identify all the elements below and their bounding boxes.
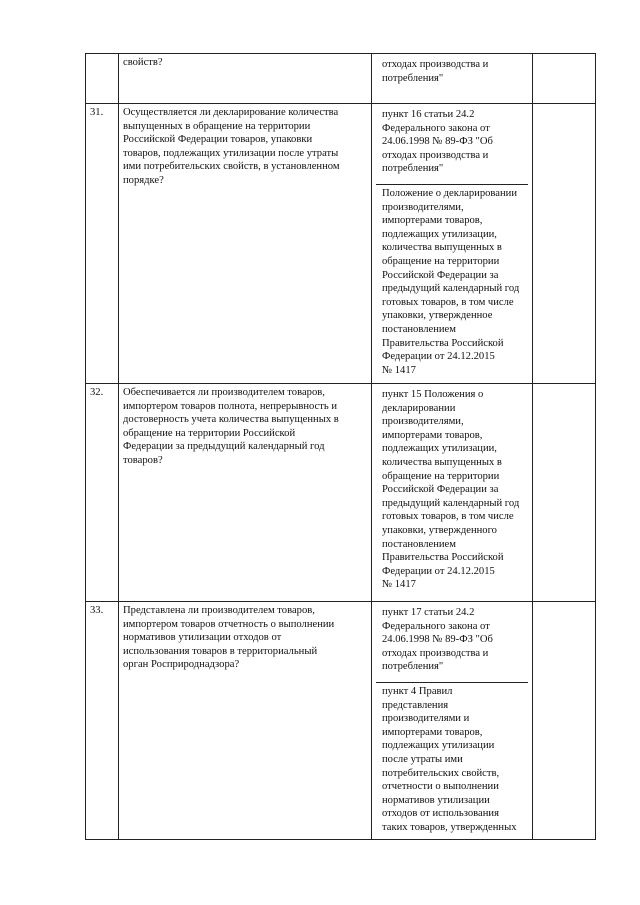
question-text [119,54,372,104]
question-body: Представлена ли производителем товаров, импортером товаров отчетность о выполнении нормативов утилизации отходов от использования товаров в территориальный орган Росприроднадзора? [123,605,335,671]
checklist-table [85,53,596,840]
reference-cell [372,602,533,840]
legal-reference: пункт 17 статьи 24.2 Федерального закона от 24.06.1998 № 89-ФЗ "Об отходах производства и потребления" [382,607,493,673]
answer-cell [533,54,596,104]
legal-reference: пункт 16 статьи 24.2 Федерального закона от 24.06.1998 № 89-ФЗ "Об отходах производства и потребления" [382,109,493,175]
table-row [86,384,596,602]
question-text [119,104,372,384]
legal-reference: отходах производства и потребления" [382,59,489,84]
question-text [119,602,372,840]
reference-cell [372,54,533,104]
answer-cell [533,384,596,602]
row-number: 31. [86,104,119,384]
table-row [86,602,596,840]
row-number [86,54,119,104]
table-row [86,54,596,104]
legal-reference: пункт 4 Правил представления производителями и импортерами товаров, подлежащих утилизации после утраты ими потребительских свойств, отчетности о выполнении нормативов утилизации отходов от использования таких товаров, утвержденных [376,682,528,837]
row-number: 33. [86,602,119,840]
legal-reference: Положение о декларировании производителями, импортерами товаров, подлежащих утилизации, количества выпущенных в обращение на территории Российской Федерации за предыдущий календарный год готовых товаров, в том числе упаковки, утвержденное постановлением Правительства Российской Федерации от 24.12.2015 № 1417 [376,184,528,379]
reference-cell [372,104,533,384]
answer-cell [533,602,596,840]
table-row [86,104,596,384]
question-body: свойств? [123,57,163,68]
reference-cell [372,384,533,602]
row-number: 32. [86,384,119,602]
question-text [119,384,372,602]
legal-reference: пункт 15 Положения о декларировании производителями, импортерами товаров, подлежащих утилизации, количества выпущенных в обращение на территории Российской Федерации за предыдущий календарный год готовых товаров, в том числе упаковки, утвержденного постановлением Правительства Российской Федерации от 24.12.2015 № 1417 [382,389,520,591]
question-body: Осуществляется ли декларирование количества выпущенных в обращение на территории Российской Федерации товаров, упаковки товаров, подлежащих утилизации после утраты ими потребительских свойств, в установленном порядке? [123,107,340,186]
answer-cell [533,104,596,384]
question-body: Обеспечивается ли производителем товаров, импортером товаров полнота, непрерывность и достоверность учета количества выпущенных в обращение на территории Российской Федерации за предыдущий календарный год товаров? [123,387,339,466]
